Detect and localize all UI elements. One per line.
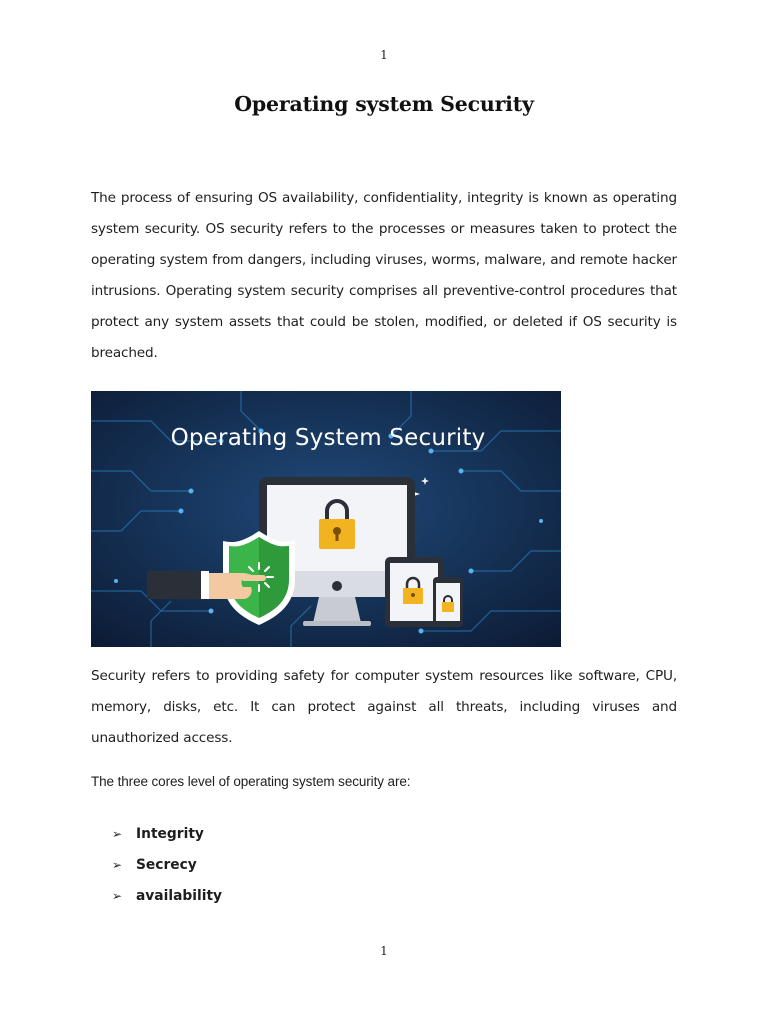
page-title: Operating system Security [234, 92, 534, 116]
bullets-intro: The three cores level of operating system security are: [91, 774, 411, 789]
arrow-bullet-icon: ➢ [112, 857, 123, 872]
list-item [112, 849, 222, 880]
list-item-label: Secrecy [136, 856, 197, 873]
list-item [112, 880, 222, 911]
list-item-label: Integrity [136, 825, 204, 842]
paragraph-security: Security refers to providing safety for computer system resources like software, CPU, memory, disks, etc. It can protect against all threats, including viruses and unauthorized access. [91, 668, 677, 746]
phone-icon [433, 577, 463, 627]
hero-image [91, 391, 561, 647]
security-levels-list [112, 818, 222, 911]
list-item [112, 818, 222, 849]
arrow-bullet-icon: ➢ [112, 826, 123, 841]
page-number-bottom: 1 [380, 944, 388, 958]
page-number-top: 1 [380, 48, 388, 62]
arrow-bullet-icon: ➢ [112, 888, 123, 903]
hero-heading: Operating System Security [170, 425, 486, 451]
list-item-label: availability [136, 887, 223, 904]
paragraph-intro: The process of ensuring OS availability, confidentiality, integrity is known as operating system security. OS security refers to the processes or measures taken to protect the operating system from dangers, including viruses, worms, malware, and remote hacker intrusions. Operating system security comprises all preventive-control procedures that protect any system assets that could be stolen, modified, or deleted if OS security is breached. [91, 190, 677, 361]
